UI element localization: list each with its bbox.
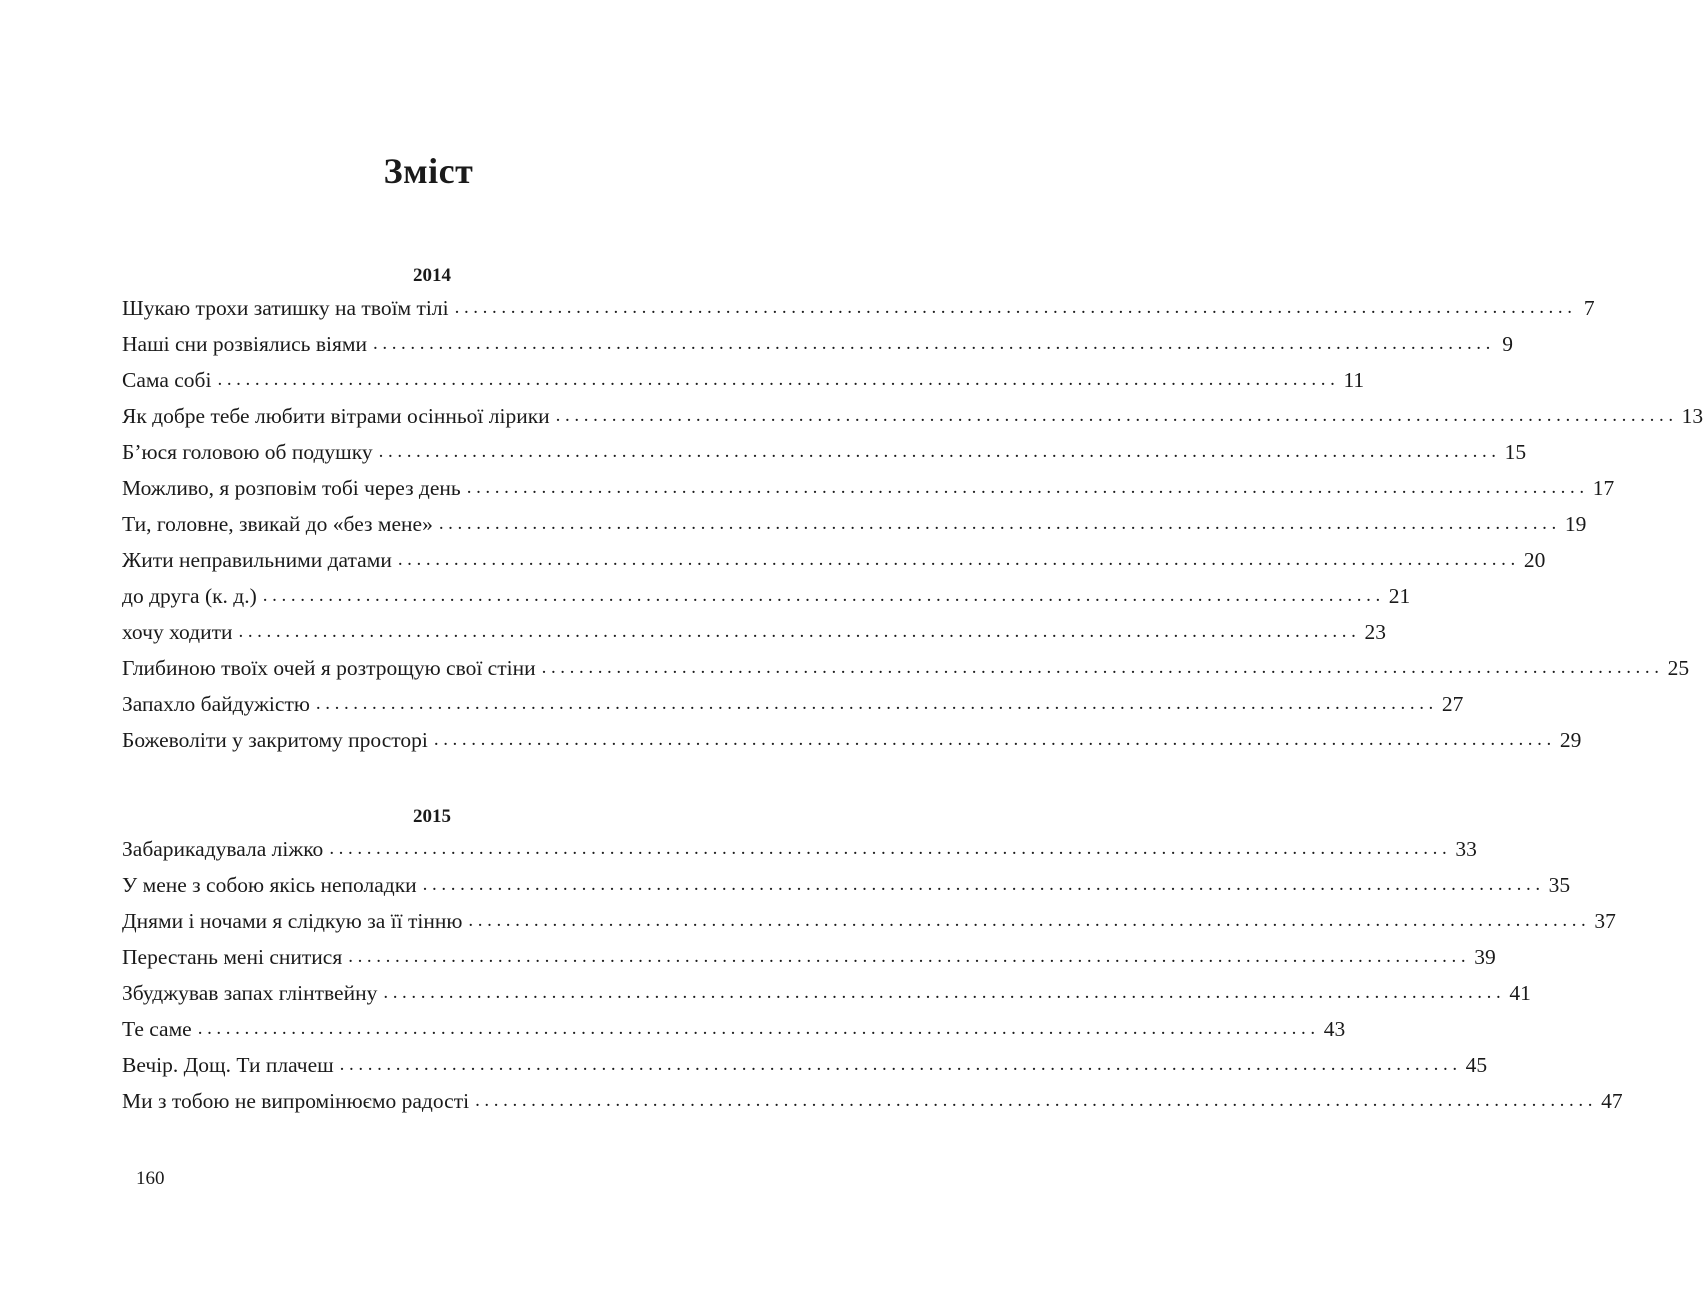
dot-leader: ........................................................................................................................ (238, 621, 1361, 642)
dot-leader: ........................................................................................................................ (348, 946, 1471, 967)
toc-entry[interactable] (122, 722, 1582, 758)
toc-entry-page: 47 (1601, 1089, 1623, 1113)
toc-entry-page: 33 (1455, 837, 1477, 861)
toc-entry-title: Наші сни розвіялись віями (122, 332, 367, 356)
toc-entry-title: У мене з собою якісь неполадки (122, 873, 417, 897)
dot-leader: ........................................................................................................................ (422, 874, 1545, 895)
section-year-heading: 2015 (413, 806, 451, 827)
toc-entry[interactable] (122, 542, 1546, 578)
dot-leader: ........................................................................................................................ (315, 693, 1438, 714)
toc-entry-page: 19 (1564, 512, 1587, 536)
dot-leader: ........................................................................................................................ (454, 297, 1577, 318)
dot-leader: ........................................................................................................................ (262, 585, 1385, 606)
toc-entry-title: Збуджував запах глінтвейну (122, 981, 378, 1005)
toc-entry-page: 13 (1681, 404, 1703, 428)
toc-entry-title: Жити неправильними датами (122, 548, 392, 572)
page-title: Зміст (383, 151, 474, 191)
toc-entry-page: 9 (1502, 332, 1513, 356)
toc-entry-title: хочу ходити (122, 620, 233, 644)
toc-entry-page: 41 (1509, 981, 1531, 1005)
toc-entry[interactable] (122, 686, 1464, 722)
toc-entry-title: Запахло байдужістю (122, 692, 310, 716)
dot-leader: ........................................................................................................................ (475, 1090, 1598, 1111)
toc-entry-page: 39 (1474, 945, 1496, 969)
toc-entry[interactable] (122, 939, 1496, 975)
toc-entry-title: Ти, головне, звикай до «без мене» (122, 512, 433, 536)
toc-entry-title: Ми з тобою не випромінюємо радості (122, 1089, 470, 1113)
toc-entry[interactable] (122, 290, 1595, 326)
toc-entry[interactable] (122, 867, 1571, 903)
toc-entry-page: 21 (1388, 584, 1411, 608)
toc-entry[interactable] (122, 975, 1531, 1011)
toc-list (122, 290, 1703, 758)
toc-entry-page: 45 (1465, 1053, 1488, 1077)
toc-entry[interactable] (122, 398, 1703, 434)
toc-entry-title: Днями і ночами я слідкую за її тінню (122, 909, 463, 933)
toc-entry-page: 29 (1559, 728, 1582, 752)
toc-entry[interactable] (122, 831, 1477, 867)
toc-entry-title: Божеволіти у закритому просторі (122, 728, 428, 752)
dot-leader: ........................................................................................................................ (438, 513, 1561, 534)
toc-entry[interactable] (122, 650, 1690, 686)
toc-entry-title: Забарикадувала ліжко (122, 837, 324, 861)
toc-entry-title: Шукаю трохи затишку на твоїм тілі (122, 296, 449, 320)
toc-entry[interactable] (122, 506, 1587, 542)
page-number: 160 (136, 1168, 165, 1189)
toc-entry[interactable] (122, 1011, 1346, 1047)
toc-entry-title: Те саме (122, 1017, 192, 1041)
toc-entry[interactable] (122, 434, 1527, 470)
toc-entry-page: 15 (1504, 440, 1527, 464)
toc-entry[interactable] (122, 1047, 1488, 1083)
dot-leader: ........................................................................................................................ (373, 333, 1495, 354)
toc-entry[interactable] (122, 1083, 1623, 1119)
dot-leader: ........................................................................................................................ (555, 405, 1678, 426)
toc-list (122, 831, 1623, 1119)
toc-entry[interactable] (122, 326, 1513, 362)
dot-leader: ........................................................................................................................ (217, 369, 1340, 390)
toc-entry-page: 20 (1523, 548, 1546, 572)
section-year-heading: 2014 (413, 265, 451, 286)
toc-entry-title: до друга (к. д.) (122, 584, 257, 608)
dot-leader: ........................................................................................................................ (433, 729, 1556, 750)
dot-leader: ........................................................................................................................ (383, 982, 1506, 1003)
dot-leader: ........................................................................................................................ (397, 549, 1520, 570)
toc-entry-page: 17 (1592, 476, 1615, 500)
dot-leader: ........................................................................................................................ (378, 441, 1501, 462)
dot-leader: ........................................................................................................................ (329, 838, 1452, 859)
toc-entry[interactable] (122, 470, 1615, 506)
dot-leader: ........................................................................................................................ (197, 1018, 1320, 1039)
toc-section-2014 (122, 262, 1703, 758)
toc-entry-title: Сама собі (122, 368, 212, 392)
toc-entry-page: 37 (1594, 909, 1616, 933)
dot-leader: ........................................................................................................................ (339, 1054, 1462, 1075)
toc-entry[interactable] (122, 578, 1411, 614)
toc-entry-title: Як добре тебе любити вітрами осінньої лірики (122, 404, 550, 428)
toc-entry-page: 35 (1548, 873, 1571, 897)
dot-leader: ........................................................................................................................ (468, 910, 1591, 931)
dot-leader: ........................................................................................................................ (541, 657, 1664, 678)
toc-entry-page: 27 (1441, 692, 1464, 716)
toc-entry-title: Вечір. Дощ. Ти плачеш (122, 1053, 334, 1077)
toc-entry-title: Перестань мені снитися (122, 945, 343, 969)
toc-entry-page: 25 (1667, 656, 1690, 680)
toc-entry-title: Можливо, я розповім тобі через день (122, 476, 461, 500)
toc-entry-page: 7 (1583, 296, 1595, 320)
toc-entry-title: Глибиною твоїх очей я розтрощую свої стіни (122, 656, 536, 680)
toc-entry[interactable] (122, 362, 1365, 398)
toc-entry-title: Б’юся головою об подушку (122, 440, 373, 464)
toc-section-2015 (122, 803, 1623, 1119)
toc-entry-page: 23 (1364, 620, 1386, 644)
toc-entry-page: 11 (1343, 368, 1365, 392)
toc-entry[interactable] (122, 614, 1386, 650)
dot-leader: ........................................................................................................................ (466, 477, 1589, 498)
toc-entry-page: 43 (1323, 1017, 1346, 1041)
toc-entry[interactable] (122, 903, 1616, 939)
